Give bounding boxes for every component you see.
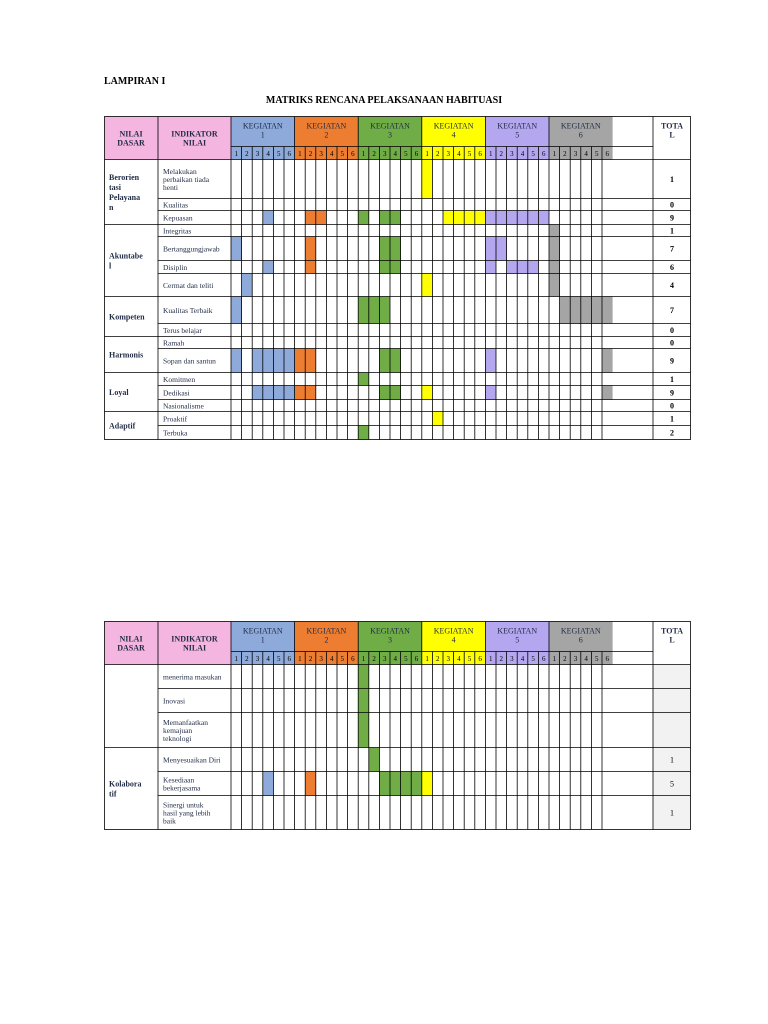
sub-number-label: 5 [276, 150, 281, 158]
indikator-label: Komitmen [163, 375, 196, 384]
sub-number-label: 1 [361, 655, 366, 663]
sub-number-label: 5 [340, 150, 345, 158]
schedule-cell-kegiatan-5-3 [507, 211, 518, 225]
schedule-cell-kegiatan-1-2 [242, 274, 253, 297]
total-value: 1 [670, 755, 674, 765]
matrix-grid-svg [104, 116, 691, 440]
total-cell-bg [653, 689, 691, 713]
schedule-cell-kegiatan-4-1 [422, 772, 433, 796]
total-value: 0 [670, 401, 674, 411]
sub-number-label: 1 [488, 150, 493, 158]
total-value: 9 [670, 388, 674, 398]
schedule-cell-kegiatan-6-6 [602, 386, 613, 400]
schedule-cell-kegiatan-3-4 [390, 386, 401, 400]
sub-number-label: 1 [361, 150, 366, 158]
kegiatan-5-label: KEGIATAN 5 [497, 121, 538, 140]
sub-number-label: 3 [382, 150, 387, 158]
habituasi-matrix-table-2 [104, 621, 691, 830]
schedule-cell-kegiatan-3-1 [358, 373, 369, 386]
schedule-cell-kegiatan-5-1 [485, 237, 496, 261]
total-cell-bg [653, 713, 691, 748]
kegiatan-4-label: KEGIATAN 4 [433, 121, 474, 140]
schedule-cell-kegiatan-4-1 [422, 386, 433, 400]
total-value: 0 [670, 326, 674, 335]
indikator-label: Kepuasan [163, 213, 193, 223]
sub-number-label: 1 [488, 655, 493, 663]
schedule-cell-kegiatan-2-2 [305, 237, 316, 261]
schedule-cell-kegiatan-6-6 [602, 349, 613, 373]
sub-number-label: 3 [255, 655, 260, 663]
indikator-label: Ramah [163, 338, 185, 348]
schedule-cell-kegiatan-5-1 [485, 211, 496, 225]
schedule-cell-kegiatan-3-4 [390, 211, 401, 225]
kegiatan-3-label: KEGIATAN 3 [370, 121, 410, 140]
sub-number-label: 4 [393, 655, 398, 663]
schedule-cell-kegiatan-3-3 [379, 237, 390, 261]
sub-number-label: 5 [276, 655, 281, 663]
kegiatan-6-label: KEGIATAN 6 [560, 121, 601, 140]
schedule-cell-kegiatan-3-1 [358, 665, 369, 689]
total-value: 1 [670, 175, 674, 184]
nilai-dasar-group-label: Loyal [109, 388, 129, 397]
sub-number-label: 2 [372, 150, 376, 158]
schedule-cell-kegiatan-3-1 [358, 211, 369, 225]
kegiatan-4-label: KEGIATAN 4 [433, 626, 474, 645]
schedule-cell-kegiatan-1-1 [231, 297, 242, 324]
indikator-label: Kesediaan bekerjasama [163, 775, 201, 793]
sub-number-label: 3 [255, 150, 260, 158]
schedule-cell-kegiatan-3-3 [379, 349, 390, 373]
sub-number-label: 5 [531, 150, 535, 158]
schedule-cell-kegiatan-6-1 [549, 261, 560, 274]
total-header-label: TOTA L [661, 121, 683, 140]
sub-number-label: 4 [329, 150, 334, 158]
schedule-cell-kegiatan-2-1 [295, 386, 306, 400]
total-value: 7 [670, 306, 674, 315]
indikator-label: Nasionalisme [163, 401, 204, 411]
indikator-label: Inovasi [163, 696, 186, 706]
sub-number-label: 4 [584, 655, 588, 663]
sub-number-label: 6 [414, 655, 419, 663]
nilai-dasar-header-label: NILAI DASAR [117, 634, 145, 653]
schedule-cell-kegiatan-3-2 [369, 748, 380, 772]
schedule-cell-kegiatan-4-3 [443, 211, 454, 225]
sub-number-label: 6 [414, 150, 419, 158]
schedule-cell-kegiatan-5-4 [517, 261, 528, 274]
indikator-label: Cermat dan teliti [163, 281, 214, 290]
indikator-label: Terbuka [163, 428, 188, 438]
schedule-cell-kegiatan-5-5 [528, 211, 539, 225]
sub-number-label: 2 [372, 655, 376, 663]
sub-number-label: 1 [425, 150, 429, 158]
kegiatan-6-label: KEGIATAN 6 [560, 626, 601, 645]
sub-number-label: 3 [573, 655, 578, 663]
schedule-cell-kegiatan-2-2 [305, 386, 316, 400]
sub-number-label: 4 [393, 150, 398, 158]
indikator-header-label: INDIKATOR NILAI [171, 634, 218, 653]
sub-number-label: 3 [446, 150, 451, 158]
indikator-label: Disiplin [163, 263, 188, 272]
sub-number-label: 2 [435, 150, 440, 158]
schedule-cell-kegiatan-1-4 [263, 349, 274, 373]
schedule-cell-kegiatan-2-2 [305, 211, 316, 225]
schedule-cell-kegiatan-4-5 [464, 211, 475, 225]
total-value: 9 [670, 213, 674, 223]
schedule-cell-kegiatan-5-1 [485, 386, 496, 400]
sub-number-label: 3 [382, 655, 387, 663]
schedule-cell-kegiatan-3-4 [390, 261, 401, 274]
nilai-dasar-group-label: Akuntabe l [109, 251, 143, 271]
kegiatan-1-label: KEGIATAN 1 [242, 121, 283, 140]
schedule-cell-kegiatan-4-2 [432, 412, 443, 426]
schedule-cell-kegiatan-1-3 [252, 349, 263, 373]
schedule-cell-kegiatan-3-2 [369, 297, 380, 324]
sub-number-label: 6 [541, 150, 546, 158]
sub-number-label: 4 [457, 150, 461, 158]
total-header-label: TOTA L [661, 626, 683, 645]
schedule-cell-kegiatan-3-3 [379, 386, 390, 400]
schedule-cell-kegiatan-3-4 [390, 772, 401, 796]
lampiran-label: LAMPIRAN I [104, 76, 166, 87]
sub-number-label: 4 [457, 655, 461, 663]
sub-number-label: 2 [499, 150, 504, 158]
schedule-cell-kegiatan-4-6 [475, 211, 486, 225]
schedule-cell-kegiatan-6-1 [549, 274, 560, 297]
schedule-cell-kegiatan-5-6 [538, 211, 549, 225]
indikator-label: Terus belajar [163, 326, 202, 335]
schedule-cell-kegiatan-3-1 [358, 713, 369, 748]
sub-number-label: 6 [605, 150, 610, 158]
indikator-label: Menyesuaikan Diri [163, 755, 221, 765]
sub-number-label: 2 [563, 150, 567, 158]
schedule-cell-kegiatan-6-5 [591, 297, 602, 324]
sub-number-label: 1 [234, 150, 239, 158]
sub-number-label: 5 [531, 655, 535, 663]
kegiatan-3-label: KEGIATAN 3 [370, 626, 410, 645]
schedule-cell-kegiatan-5-1 [485, 349, 496, 373]
schedule-cell-kegiatan-1-4 [263, 261, 274, 274]
indikator-label: Bertanggungjawab [163, 244, 220, 254]
schedule-cell-kegiatan-1-5 [273, 386, 284, 400]
schedule-cell-kegiatan-3-3 [379, 772, 390, 796]
schedule-cell-kegiatan-5-1 [485, 261, 496, 274]
schedule-cell-kegiatan-1-5 [273, 349, 284, 373]
sub-number-label: 1 [298, 655, 302, 663]
schedule-cell-kegiatan-1-6 [284, 349, 295, 373]
nilai-dasar-header-label: NILAI DASAR [117, 129, 145, 148]
schedule-cell-kegiatan-3-1 [358, 426, 369, 440]
sub-number-label: 5 [340, 655, 345, 663]
sub-number-label: 5 [467, 150, 472, 158]
sub-number-label: 2 [499, 655, 504, 663]
sub-number-label: 4 [266, 150, 270, 158]
sub-number-label: 1 [298, 150, 302, 158]
schedule-cell-kegiatan-2-1 [295, 349, 306, 373]
total-value: 5 [670, 779, 674, 789]
schedule-cell-kegiatan-6-3 [570, 297, 581, 324]
kegiatan-1-label: KEGIATAN 1 [242, 626, 283, 645]
sub-number-label: 5 [404, 150, 408, 158]
indikator-label: Sinergi untuk hasil yang lebih baik [163, 800, 211, 826]
indikator-header-label: INDIKATOR NILAI [171, 129, 218, 148]
sub-number-label: 3 [446, 655, 451, 663]
schedule-cell-kegiatan-5-2 [496, 211, 507, 225]
total-value: 6 [670, 263, 674, 272]
sub-number-label: 2 [435, 655, 440, 663]
schedule-cell-kegiatan-3-3 [379, 297, 390, 324]
document-title: MATRIKS RENCANA PELAKSANAAN HABITUASI [265, 95, 503, 106]
sub-number-label: 6 [351, 655, 355, 663]
sub-number-label: 6 [605, 655, 610, 663]
nilai-dasar-group-label: Kolabora tif [109, 779, 142, 799]
schedule-cell-kegiatan-3-5 [401, 772, 412, 796]
sub-number-label: 2 [245, 655, 249, 663]
schedule-cell-kegiatan-5-3 [507, 261, 518, 274]
sub-number-label: 4 [520, 655, 525, 663]
total-value: 1 [670, 226, 674, 236]
sub-number-label: 3 [510, 655, 514, 663]
schedule-cell-kegiatan-3-4 [390, 349, 401, 373]
indikator-label: Integritas [163, 226, 192, 236]
sub-number-label: 6 [351, 150, 355, 158]
sub-number-label: 5 [594, 150, 599, 158]
matrix-grid-svg [104, 621, 691, 830]
indikator-label: Sopan dan santun [163, 356, 216, 366]
total-value: 4 [670, 281, 674, 290]
schedule-cell-kegiatan-2-2 [305, 772, 316, 796]
schedule-cell-kegiatan-3-3 [379, 261, 390, 274]
schedule-cell-kegiatan-2-2 [305, 261, 316, 274]
sub-number-label: 3 [319, 150, 323, 158]
total-cell-bg [653, 665, 691, 689]
schedule-cell-kegiatan-6-6 [602, 297, 613, 324]
total-value: 1 [670, 808, 674, 818]
schedule-cell-kegiatan-3-1 [358, 689, 369, 713]
sub-number-label: 1 [425, 655, 429, 663]
nilai-dasar-group-label: Harmonis [109, 350, 144, 360]
sub-number-label: 6 [478, 655, 482, 663]
total-value: 7 [670, 244, 674, 254]
schedule-cell-kegiatan-1-3 [252, 386, 263, 400]
total-value: 2 [670, 428, 674, 438]
nilai-dasar-group-label: Adaptif [109, 421, 136, 431]
schedule-cell-kegiatan-4-1 [422, 160, 433, 199]
kegiatan-2-label: KEGIATAN 2 [306, 626, 347, 645]
total-value: 1 [670, 414, 674, 424]
schedule-cell-kegiatan-6-1 [549, 225, 560, 237]
sub-number-label: 3 [573, 150, 578, 158]
total-value: 0 [670, 200, 674, 210]
sub-number-label: 5 [404, 655, 408, 663]
sub-number-label: 6 [478, 150, 482, 158]
sub-number-label: 1 [552, 150, 557, 158]
schedule-cell-kegiatan-1-6 [284, 386, 295, 400]
schedule-cell-kegiatan-3-1 [358, 297, 369, 324]
indikator-label: Kualitas [163, 200, 188, 210]
nilai-dasar-group-label: Kompeten [109, 312, 145, 322]
sub-number-label: 1 [552, 655, 557, 663]
habituasi-matrix-table-1 [104, 116, 691, 440]
schedule-cell-kegiatan-6-2 [560, 297, 571, 324]
schedule-cell-kegiatan-3-4 [390, 237, 401, 261]
sub-number-label: 2 [245, 150, 249, 158]
sub-number-label: 1 [234, 655, 239, 663]
indikator-label: Dedikasi [163, 388, 190, 398]
schedule-cell-kegiatan-5-5 [528, 261, 539, 274]
sub-number-label: 4 [329, 655, 334, 663]
indikator-label: menerima masukan [163, 672, 222, 682]
indikator-label: Melakukan perbaikan tiada henti [163, 166, 210, 193]
total-value: 1 [670, 375, 674, 384]
schedule-cell-kegiatan-4-1 [422, 274, 433, 297]
nilai-dasar-group-label: Berorien tasi Pelayana n [109, 173, 141, 212]
sub-number-label: 5 [594, 655, 599, 663]
schedule-cell-kegiatan-1-4 [263, 772, 274, 796]
schedule-cell-kegiatan-2-3 [316, 211, 327, 225]
schedule-cell-kegiatan-2-2 [305, 349, 316, 373]
schedule-cell-kegiatan-4-4 [454, 211, 465, 225]
kegiatan-5-label: KEGIATAN 5 [497, 626, 538, 645]
schedule-cell-kegiatan-1-4 [263, 386, 274, 400]
sub-number-label: 2 [563, 655, 567, 663]
sub-number-label: 4 [266, 655, 270, 663]
sub-number-label: 2 [308, 150, 313, 158]
schedule-cell-kegiatan-6-1 [549, 237, 560, 261]
sub-number-label: 2 [308, 655, 313, 663]
schedule-cell-kegiatan-1-4 [263, 211, 274, 225]
total-value: 9 [670, 356, 674, 366]
total-value: 0 [670, 338, 674, 348]
sub-number-label: 3 [319, 655, 323, 663]
sub-number-label: 6 [287, 150, 292, 158]
indikator-label: Proaktif [163, 414, 188, 424]
sub-number-label: 6 [541, 655, 546, 663]
kegiatan-2-label: KEGIATAN 2 [306, 121, 347, 140]
schedule-cell-kegiatan-5-2 [496, 237, 507, 261]
sub-number-label: 4 [520, 150, 525, 158]
schedule-cell-kegiatan-6-4 [581, 297, 592, 324]
indikator-label: Kualitas Terbaik [163, 306, 213, 315]
sub-number-label: 3 [510, 150, 514, 158]
sub-number-label: 5 [467, 655, 472, 663]
sub-number-label: 4 [584, 150, 588, 158]
schedule-cell-kegiatan-3-6 [411, 772, 422, 796]
schedule-cell-kegiatan-1-1 [231, 237, 242, 261]
schedule-cell-kegiatan-1-1 [231, 349, 242, 373]
schedule-cell-kegiatan-5-4 [517, 211, 528, 225]
indikator-label: Memanfaatkan kemajuan teknologi [163, 717, 208, 744]
schedule-cell-kegiatan-3-3 [379, 211, 390, 225]
sub-number-label: 6 [287, 655, 292, 663]
